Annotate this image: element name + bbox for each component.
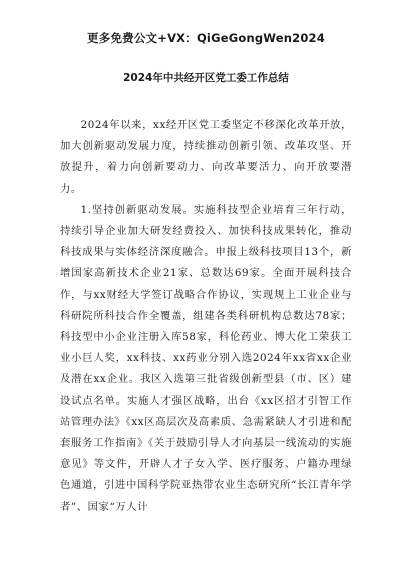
document-body [60,115,352,518]
paragraph-innovation: 1.坚持创新驱动发展。实施科技型企业培育三年行动，持续引导企业加大研发经费投入、加快科技成果转化，推动科技成果与实体经济深度融合。申报上级科技项目13个，新增国家高新技术企业21家、总数达69家。全面开展科技合作，与xx财经大学签订战略合作协议，实现规上工业企业与科研院所科技合作全覆盖，组建各类科研机构总数达78家；科技型中小企业注册入库58家，科伦药业、博大化工荣获工业小巨人奖，xx科技、xx药业分别入选2024年xx省xx企业及潜在xx企业。我区入选第三批省级创新型县（市、区）建设试点名单。实施人才强区战略，出台《xx区招才引智工作站管理办法》《xx区高层次及高素质、急需紧缺人才引进和配套服务工作指南》《关于鼓励引导人才向基层一线流动的实施意见》等文件，开辟人才子女入学、医疗服务、户籍办理绿色通道，引进中国科学院亚热带农业生态研究所“长江青年学者”、国家“万人计 [60,203,352,513]
header-banner: 更多免费公文+VX：QiGeGongWen2024 [87,31,325,45]
paragraph-intro: 2024年以来，xx经开区党工委坚定不移深化改革开放，加大创新驱动发展力度，持续推动创新引领、改革攻坚、开放提升，着力向创新要动力、向改革要活力、向开放要潜力。 [60,119,352,195]
document-title: 2024年中共经开区党工委工作总结 [123,72,289,84]
